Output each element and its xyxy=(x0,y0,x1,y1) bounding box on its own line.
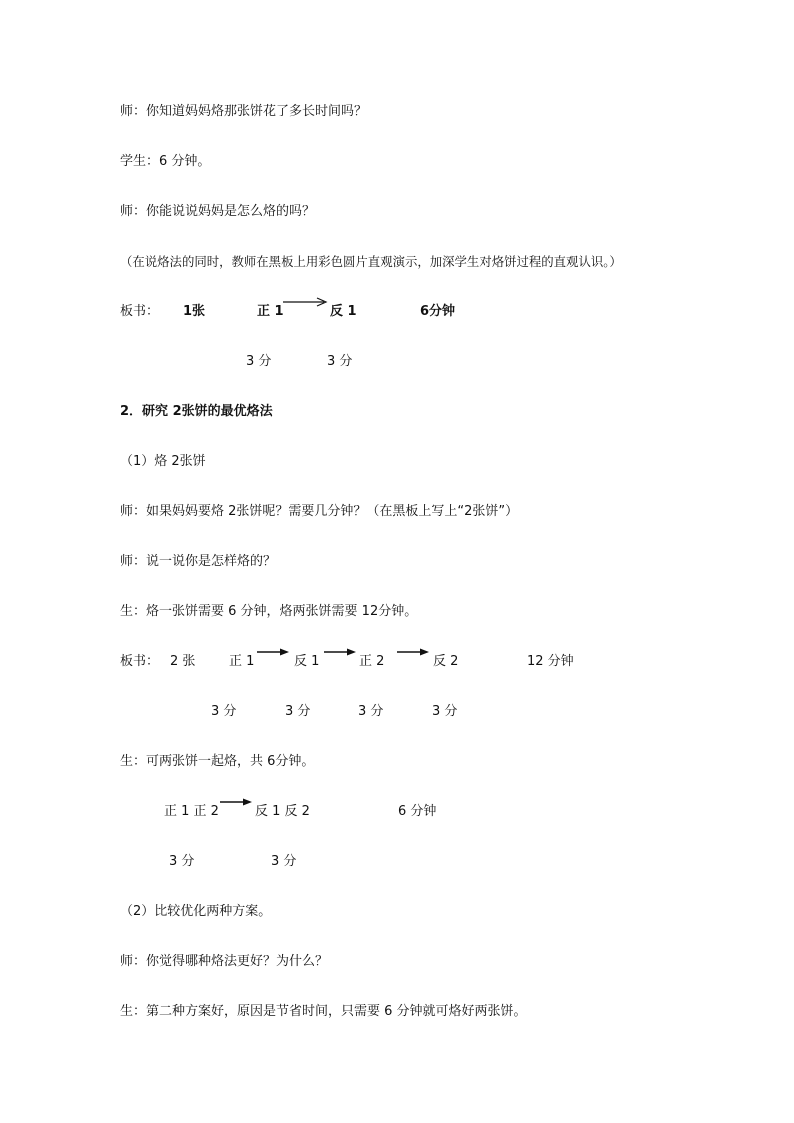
dialogue-line-4: （在说烙法的同时，教师在黑板上用彩色圆片直观演示，加深学生对烙饼过程的直观认识。） xyxy=(120,254,622,269)
board-3-front: 正 1 正 2 xyxy=(164,804,219,819)
board-1-total: 6分钟 xyxy=(420,304,456,319)
arrow-icon xyxy=(396,646,430,658)
dialogue-line-5: 师：如果妈妈要烙 2张饼呢？需要几分钟？（在黑板上写上“2张饼”） xyxy=(120,504,519,519)
board-2-count: 2 张 xyxy=(170,654,196,669)
board-2-time-4: 3 分 xyxy=(432,704,458,719)
board-2-time-1: 3 分 xyxy=(211,704,237,719)
board-3-time-1: 3 分 xyxy=(169,854,195,869)
board-1-front: 正 1 xyxy=(257,304,284,319)
subsection-1: （1）烙 2张饼 xyxy=(120,454,206,469)
board-1-back: 反 1 xyxy=(330,304,357,319)
arrow-icon xyxy=(282,296,328,308)
dialogue-line-7: 生：烙一张饼需要 6 分钟，烙两张饼需要 12分钟。 xyxy=(120,604,418,619)
board-1-time-2: 3 分 xyxy=(327,354,353,369)
board-2-time-3: 3 分 xyxy=(358,704,384,719)
board-1-time-1: 3 分 xyxy=(246,354,272,369)
board-2-step-4: 反 2 xyxy=(433,654,459,669)
dialogue-line-8: 生：可两张饼一起烙，共 6分钟。 xyxy=(120,754,315,769)
board-2-step-2: 反 1 xyxy=(294,654,320,669)
section-heading: 2．研究 2张饼的最优烙法 xyxy=(120,404,273,419)
dialogue-line-3: 师：你能说说妈妈是怎么烙的吗？ xyxy=(120,204,316,219)
board-3-total: 6 分钟 xyxy=(398,804,437,819)
dialogue-line-10: 生：第二种方案好，原因是节省时间，只需要 6 分钟就可烙好两张饼。 xyxy=(120,1004,527,1019)
board-2-step-1: 正 1 xyxy=(229,654,255,669)
dialogue-line-2: 学生：6 分钟。 xyxy=(120,154,211,169)
board-3-time-2: 3 分 xyxy=(271,854,297,869)
board-2-total: 12 分钟 xyxy=(527,654,574,669)
dialogue-line-1: 师：你知道妈妈烙那张饼花了多长时间吗？ xyxy=(120,104,368,119)
board-1-label: 板书： xyxy=(120,304,160,319)
dialogue-line-6: 师：说一说你是怎样烙的？ xyxy=(120,554,277,569)
board-2-label: 板书： xyxy=(120,654,160,669)
board-3-back: 反 1 反 2 xyxy=(255,804,310,819)
dialogue-line-9: 师：你觉得哪种烙法更好？为什么？ xyxy=(120,954,329,969)
subsection-2: （2）比较优化两种方案。 xyxy=(120,904,272,919)
arrow-icon xyxy=(256,646,290,658)
board-2-step-3: 正 2 xyxy=(359,654,385,669)
arrow-icon xyxy=(219,796,253,808)
arrow-icon xyxy=(323,646,357,658)
board-2-time-2: 3 分 xyxy=(285,704,311,719)
board-1-count: 1张 xyxy=(183,304,206,319)
